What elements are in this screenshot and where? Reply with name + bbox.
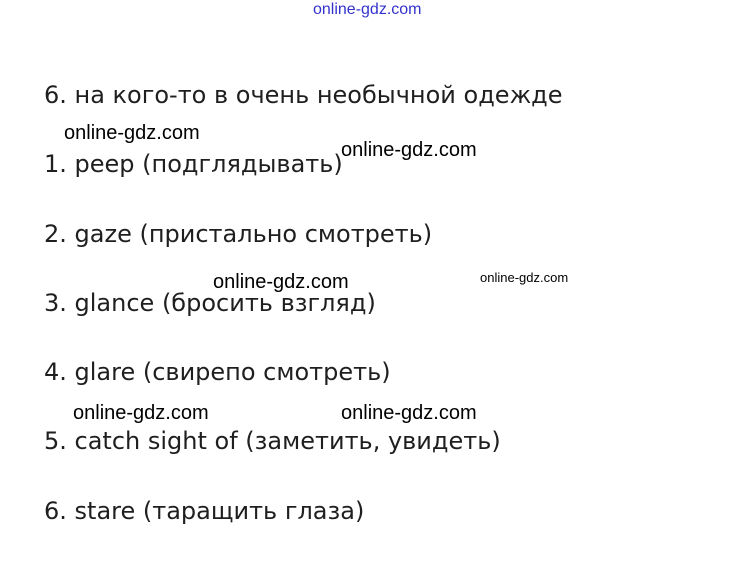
- watermark: online-gdz.com: [73, 402, 209, 424]
- answer-line-intro: 6. на кого-то в очень необычной одежде: [44, 81, 563, 109]
- watermark: online-gdz.com: [480, 270, 569, 285]
- watermark: online-gdz.com: [341, 139, 477, 161]
- watermark: online-gdz.com: [341, 402, 477, 424]
- answer-line-stare: 6. stare (таращить глаза): [44, 497, 365, 525]
- answer-line-peep: 1. peep (подглядывать): [44, 150, 343, 178]
- answer-line-catch-sight: 5. catch sight of (заметить, увидеть): [44, 427, 501, 455]
- watermark: online-gdz.com: [64, 122, 200, 144]
- answer-line-gaze: 2. gaze (пристально смотреть): [44, 220, 433, 248]
- watermark: online-gdz.com: [213, 271, 349, 293]
- answer-line-glare: 4. glare (свирепо смотреть): [44, 358, 391, 386]
- answer-line-glance: 3. glance (бросить взгляд): [44, 289, 376, 317]
- header-watermark: online-gdz.com: [313, 1, 422, 18]
